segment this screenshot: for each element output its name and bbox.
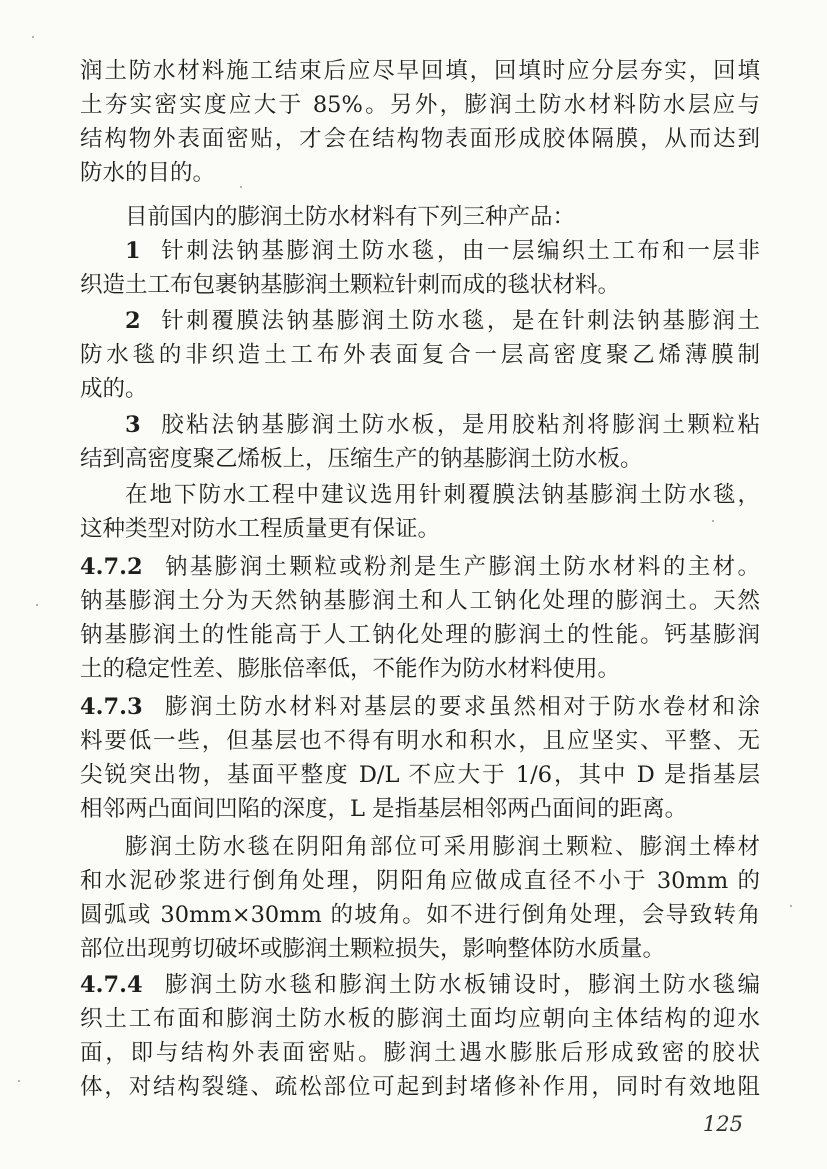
text-line: 防水的目的。	[80, 160, 216, 186]
text-line: 成的。	[80, 376, 148, 402]
scan-speck	[790, 905, 792, 907]
text-line: 结到高密度聚乙烯板上，压缩生产的钠基膨润土防水板。	[80, 446, 643, 472]
text-line: 润土防水材料施工结束后应尽早回填，回填时应分层夯实，回填	[80, 58, 760, 84]
text-line: 防水毯的非织造土工布外表面复合一层高密度聚乙烯薄膜制	[80, 342, 760, 368]
paragraph-start: 膨润土防水毯在阴阳角部位可采用膨润土颗粒、膨润土棒材	[125, 834, 760, 860]
text-line: 料要低一些，但基层也不得有明水和积水，且应坚实、平整、无	[80, 728, 760, 754]
text-line: 体，对结构裂缝、疏松部位可起到封堵修补作用，同时有效地阻	[80, 1074, 760, 1100]
paragraph-start: 在地下防水工程中建议选用针刺覆膜法钠基膨润土防水毯，	[125, 482, 760, 508]
text-line: 钠基膨润土的性能高于人工钠化处理的膨润土的性能。钙基膨润	[80, 622, 760, 648]
scan-speck	[36, 604, 38, 606]
list-number: 1	[125, 238, 141, 264]
page-number: 125	[702, 1112, 743, 1136]
scan-speck	[240, 186, 242, 188]
section-number: 4.7.2	[80, 554, 143, 580]
list-number: 3	[125, 412, 141, 438]
text-line: 钠基膨润土分为天然钠基膨润土和人工钠化处理的膨润土。天然	[80, 588, 760, 614]
scan-speck	[32, 36, 34, 38]
scan-speck	[712, 520, 714, 522]
section-4-7-4: 4.7.4 膨润土防水毯和膨润土防水板铺设时，膨润土防水毯编	[80, 972, 760, 998]
section-4-7-2: 4.7.2 钠基膨润土颗粒或粉剂是生产膨润土防水材料的主材。	[80, 554, 760, 580]
list-item-2: 2 针刺覆膜法钠基膨润土防水毯，是在针刺法钠基膨润土	[125, 308, 760, 334]
text-line: 面，即与结构外表面密贴。膨润土遇水膨胀后形成致密的胶状	[80, 1040, 760, 1066]
section-4-7-3: 4.7.3 膨润土防水材料对基层的要求虽然相对于防水卷材和涂	[80, 694, 760, 720]
text-line: 结构物外表面密贴，才会在结构物表面形成胶体隔膜，从而达到	[80, 126, 760, 152]
list-item-1: 1 针刺法钠基膨润土防水毯，由一层编织土工布和一层非	[125, 238, 760, 264]
text-line: 尖锐突出物，基面平整度 D/L 不应大于 1/6，其中 D 是指基层	[80, 762, 760, 788]
text-line: 织土工布面和膨润土防水板的膨润土面均应朝向主体结构的迎水	[80, 1006, 760, 1032]
text-line: 和水泥砂浆进行倒角处理，阴阳角应做成直径不小于 30mm 的	[80, 868, 760, 894]
list-number: 2	[125, 308, 141, 334]
text-line: 部位出现剪切破坏或膨润土颗粒损失，影响整体防水质量。	[80, 936, 666, 962]
text-line: 土的稳定性差、膨胀倍率低，不能作为防水材料使用。	[80, 656, 621, 682]
text-line: 这种类型对防水工程质量更有保证。	[80, 516, 441, 542]
text-line: 圆弧或 30mm×30mm 的坡角。如不进行倒角处理，会导致转角	[80, 902, 760, 928]
text-line: 相邻两凸面间凹陷的深度，L 是指基层相邻两凸面间的距离。	[80, 796, 688, 822]
section-number: 4.7.3	[80, 694, 143, 720]
text-line: 土夯实密实度应大于 85%。另外，膨润土防水材料防水层应与	[80, 92, 760, 118]
list-item-3: 3 胶粘法钠基膨润土防水板，是用胶粘剂将膨润土颗粒粘	[125, 412, 760, 438]
paragraph-start: 目前国内的膨润土防水材料有下列三种产品：	[125, 204, 576, 230]
scan-speck	[18, 1080, 20, 1082]
text-line: 织造土工布包裹钠基膨润土颗粒针刺而成的毯状材料。	[80, 272, 621, 298]
section-number: 4.7.4	[80, 972, 143, 998]
